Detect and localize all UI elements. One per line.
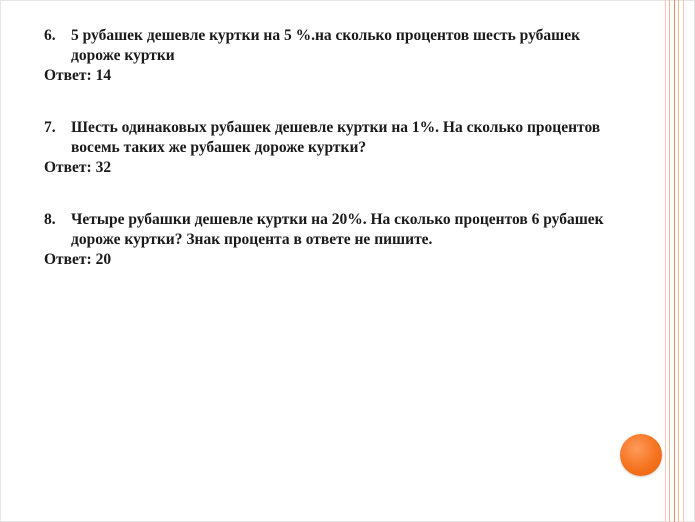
problem-7-question xyxy=(44,118,614,158)
problem-6-answer: Ответ: 14 xyxy=(44,67,112,84)
problem-7-number: 7. xyxy=(44,119,56,136)
problem-7-answer: Ответ: 32 xyxy=(44,159,112,176)
decorative-circle xyxy=(620,434,662,476)
problem-6-number: 6. xyxy=(44,27,56,44)
problem-8-answer: Ответ: 20 xyxy=(44,251,112,268)
problem-8-question xyxy=(44,210,614,250)
problem-6-question xyxy=(44,26,614,66)
decorative-stripes xyxy=(665,0,687,522)
problem-8-number: 8. xyxy=(44,211,56,228)
problem-6-text: 5 рубашек дешевле куртки на 5 %.на сколько процентов шесть рубашек дороже куртки xyxy=(71,27,581,64)
problem-8-text: Четыре рубашки дешевле куртки на 20%. На сколько процентов 6 рубашек дороже куртки? Знак процента в ответе не пишите. xyxy=(71,211,604,248)
problem-list xyxy=(44,26,614,302)
problem-7-text: Шесть одинаковых рубашек дешевле куртки на 1%. На сколько процентов восемь таких же рубашек дороже куртки? xyxy=(71,119,601,156)
